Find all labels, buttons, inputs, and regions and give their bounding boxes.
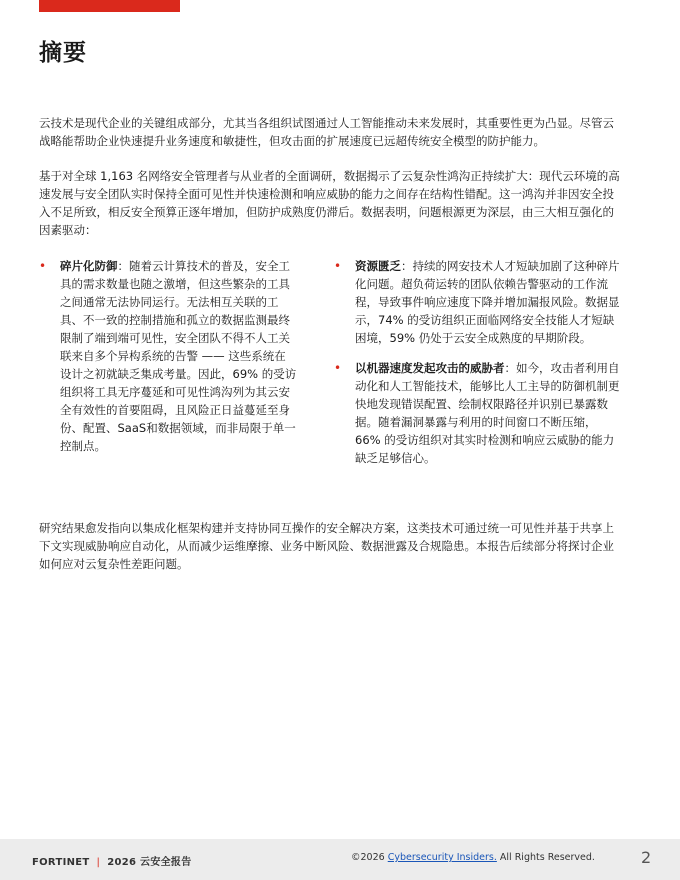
conclusion-paragraph: 研究结果愈发指向以集成化框架构建并支持协同互操作的安全解决方案，这类技术可通过统一可见性并基于共享上下文实现威胁响应自动化，从而减少运维摩擦、业务中断风险、数据泄露及合规隐患。本报告后续部分将探讨企业如何应对云复杂性差距问题。	[39, 521, 614, 571]
bullet-icon: •	[39, 259, 47, 273]
accent-bar	[39, 0, 180, 12]
survey-paragraph: 基于对全球 1,163 名网络安全管理者与从业者的全面调研，数据揭示了云复杂性鸿沟正持续扩大：现代云环境的高速发展与安全团队实时保持全面可见性并快速检测和响应威胁的能力之间存在结构性错配。这一鸿沟并非因安全投入不足所致，相反安全预算正逐年增加，但防护成熟度仍滞后。数据表明，问题根源更为深层，由三大相互强化的因素驱动：	[39, 169, 620, 237]
bullet-text: ：随着云计算技术的普及，安全工具的需求数量也随之激增，但这些繁杂的工具之间通常无法协同运行。无法相互关联的工具、不一致的控制措施和孤立的数据监测最终限制了端到端可见性，安全团队不得不人工关联来自多个异构系统的告警 —— 这些系统在设计之初就缺乏集成考量。因此，69% 的受访组织将工具无序蔓延和可见性鸿沟列为其云安全有效性的首要阻碍，且风险正日益蔓延至身份、配置、SaaS和数据领域，而非局限于单一控制点。	[60, 259, 297, 453]
copyright-suffix: All Rights Reserved.	[499, 852, 595, 863]
footer-copyright	[351, 852, 595, 863]
bullet-term: 资源匮乏	[355, 259, 401, 273]
footer-brand	[32, 853, 192, 868]
bullet-resource-shortage	[334, 257, 622, 347]
footer-separator: |	[96, 857, 101, 868]
cybersecurity-insiders-link[interactable]: Cybersecurity Insiders.	[387, 852, 497, 863]
bullet-term: 以机器速度发起攻击的威胁者	[355, 361, 505, 375]
bullet-machine-speed-attackers	[334, 359, 622, 467]
bullet-icon: •	[334, 259, 342, 273]
bullet-text: ：如今，攻击者利用自动化和人工智能技术，能够比人工主导的防御机制更快地发现错误配置、绘制权限路径并识别已暴露数据。随着漏洞暴露与利用的时间窗口不断压缩，66% 的受访组织对其实时检测和响应云威胁的能力缺乏足够信心。	[355, 361, 620, 465]
page-footer	[0, 839, 680, 880]
intro-paragraph: 云技术是现代企业的关键组成部分，尤其当各组织试图通过人工智能推动未来发展时，其重要性更为凸显。尽管云战略能帮助企业快速提升业务速度和敏捷性，但攻击面的扩展速度已远超传统安全模型的防护能力。	[39, 116, 614, 148]
fortinet-logo-text: FORTINET	[32, 857, 90, 868]
bullet-term: 碎片化防御	[60, 259, 118, 273]
bullet-icon: •	[334, 361, 342, 375]
left-column	[39, 257, 297, 467]
bullet-fragmented-defense	[39, 257, 297, 455]
page-title: 摘要	[39, 40, 87, 66]
page-number: 2	[641, 848, 652, 867]
report-title: 2026 云安全报告	[107, 857, 192, 868]
right-column	[334, 257, 622, 479]
copyright-prefix: ©2026	[351, 852, 385, 863]
bullet-text: ：持续的网安技术人才短缺加剧了这种碎片化问题。超负荷运转的团队依赖告警驱动的工作流程，导致事件响应速度下降并增加漏报风险。数据显示，74% 的受访组织正面临网络安全技能人才短缺困境，59% 仍处于云安全成熟度的早期阶段。	[355, 259, 620, 345]
